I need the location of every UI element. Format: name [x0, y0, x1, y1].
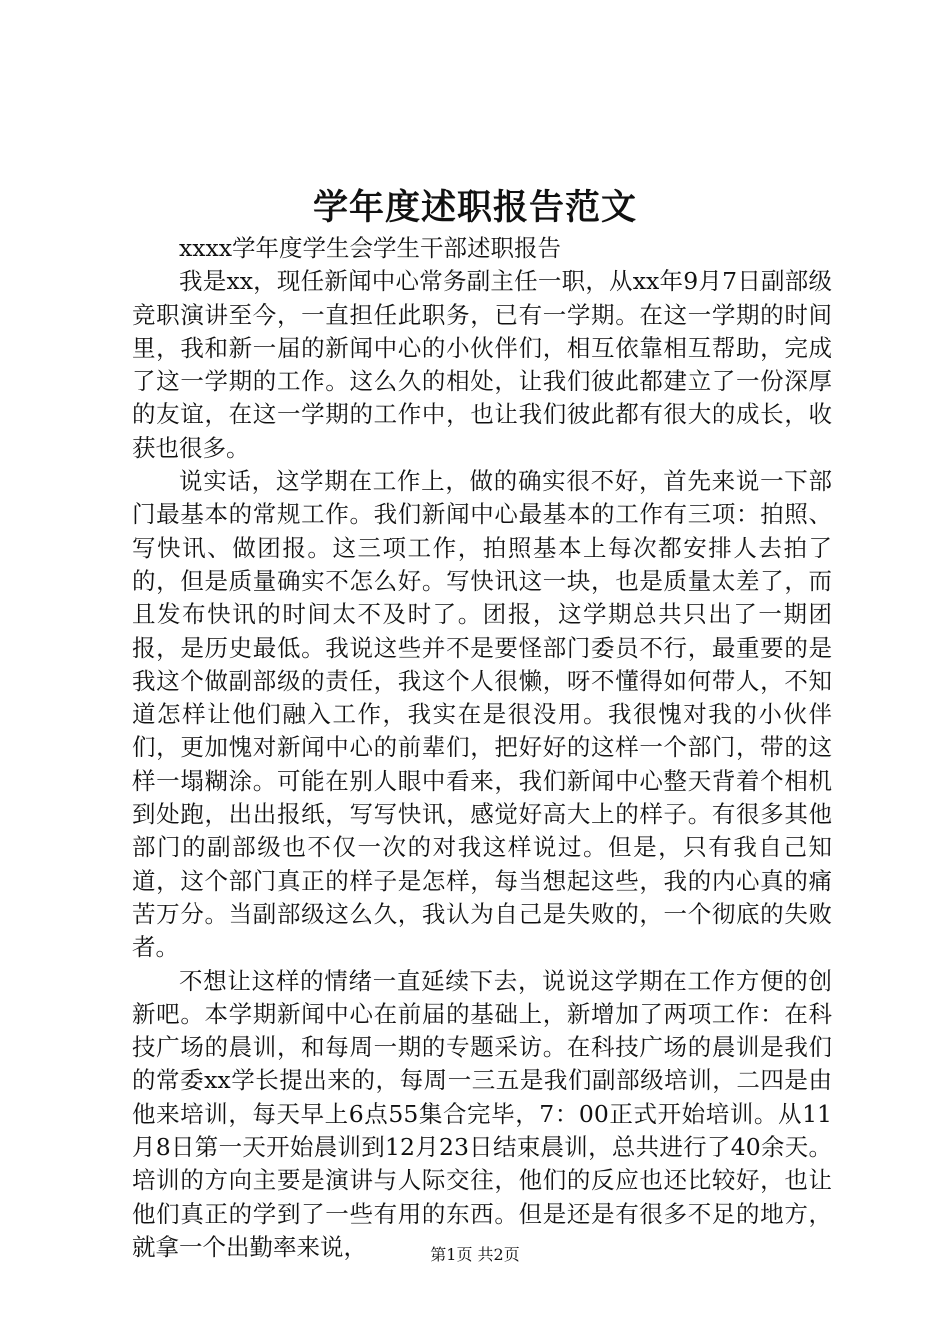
document-body	[132, 232, 832, 1264]
document-title: 学年度述职报告范文	[312, 187, 637, 228]
paragraph-1: 我是xx，现任新闻中心常务副主任一职，从xx年9月7日副部级竞职演讲至今，一直担任此职务，已有一学期。在这一学期的时间里，我和新一届的新闻中心的小伙伴们，相互依靠相互帮助，完成了这一学期的工作。这么久的相处，让我们彼此都建立了一份深厚的友谊，在这一学期的工作中，也让我们彼此都有很大的成长，收获也很多。	[132, 267, 832, 462]
page-number-footer: 第1页 共2页	[430, 1245, 520, 1264]
paragraph-2: 说实话，这学期在工作上，做的确实很不好，首先来说一下部门最基本的常规工作。我们新闻中心最基本的工作有三项：拍照、写快讯、做团报。这三项工作，拍照基本上每次都安排人去拍了的，但是质量确实不怎么好。写快讯这一块，也是质量太差了，而且发布快讯的时间太不及时了。团报，这学期总共只出了一期团报，是历史最低。我说这些并不是要怪部门委员不行，最重要的是我这个做副部级的责任，我这个人很懒，呀不懂得如何带人，不知道怎样让他们融入工作，我实在是很没用。我很愧对我的小伙伴们，更加愧对新闻中心的前辈们，把好好的这样一个部门，带的这样一塌糊涂。可能在别人眼中看来，我们新闻中心整天背着个相机到处跑，出出报纸，写写快讯，感觉好高大上的样子。有很多其他部门的副部级也不仅一次的对我这样说过。但是，只有我自己知道，这个部门真正的样子是怎样，每当想起这些，我的内心真的痛苦万分。当副部级这么久，我认为自己是失败的，一个彻底的失败者。	[132, 467, 832, 962]
paragraph-3: 不想让这样的情绪一直延续下去，说说这学期在工作方便的创新吧。本学期新闻中心在前届的基础上，新增加了两项工作：在科技广场的晨训，和每周一期的专题采访。在科技广场的晨训是我们的常委xx学长提出来的，每周一三五是我们副部级培训，二四是由他来培训，每天早上6点55集合完毕，7：00正式开始培训。从11月8日第一天开始晨训到12月23日结束晨训，总共进行了40余天。培训的方向主要是演讲与人际交往，他们的反应也还比较好，也让他们真正的学到了一些有用的东西。但是还是有很多不足的地方，就拿一个出勤率来说，	[132, 966, 832, 1261]
document-subtitle: xxxx学年度学生会学生干部述职报告	[179, 234, 562, 262]
